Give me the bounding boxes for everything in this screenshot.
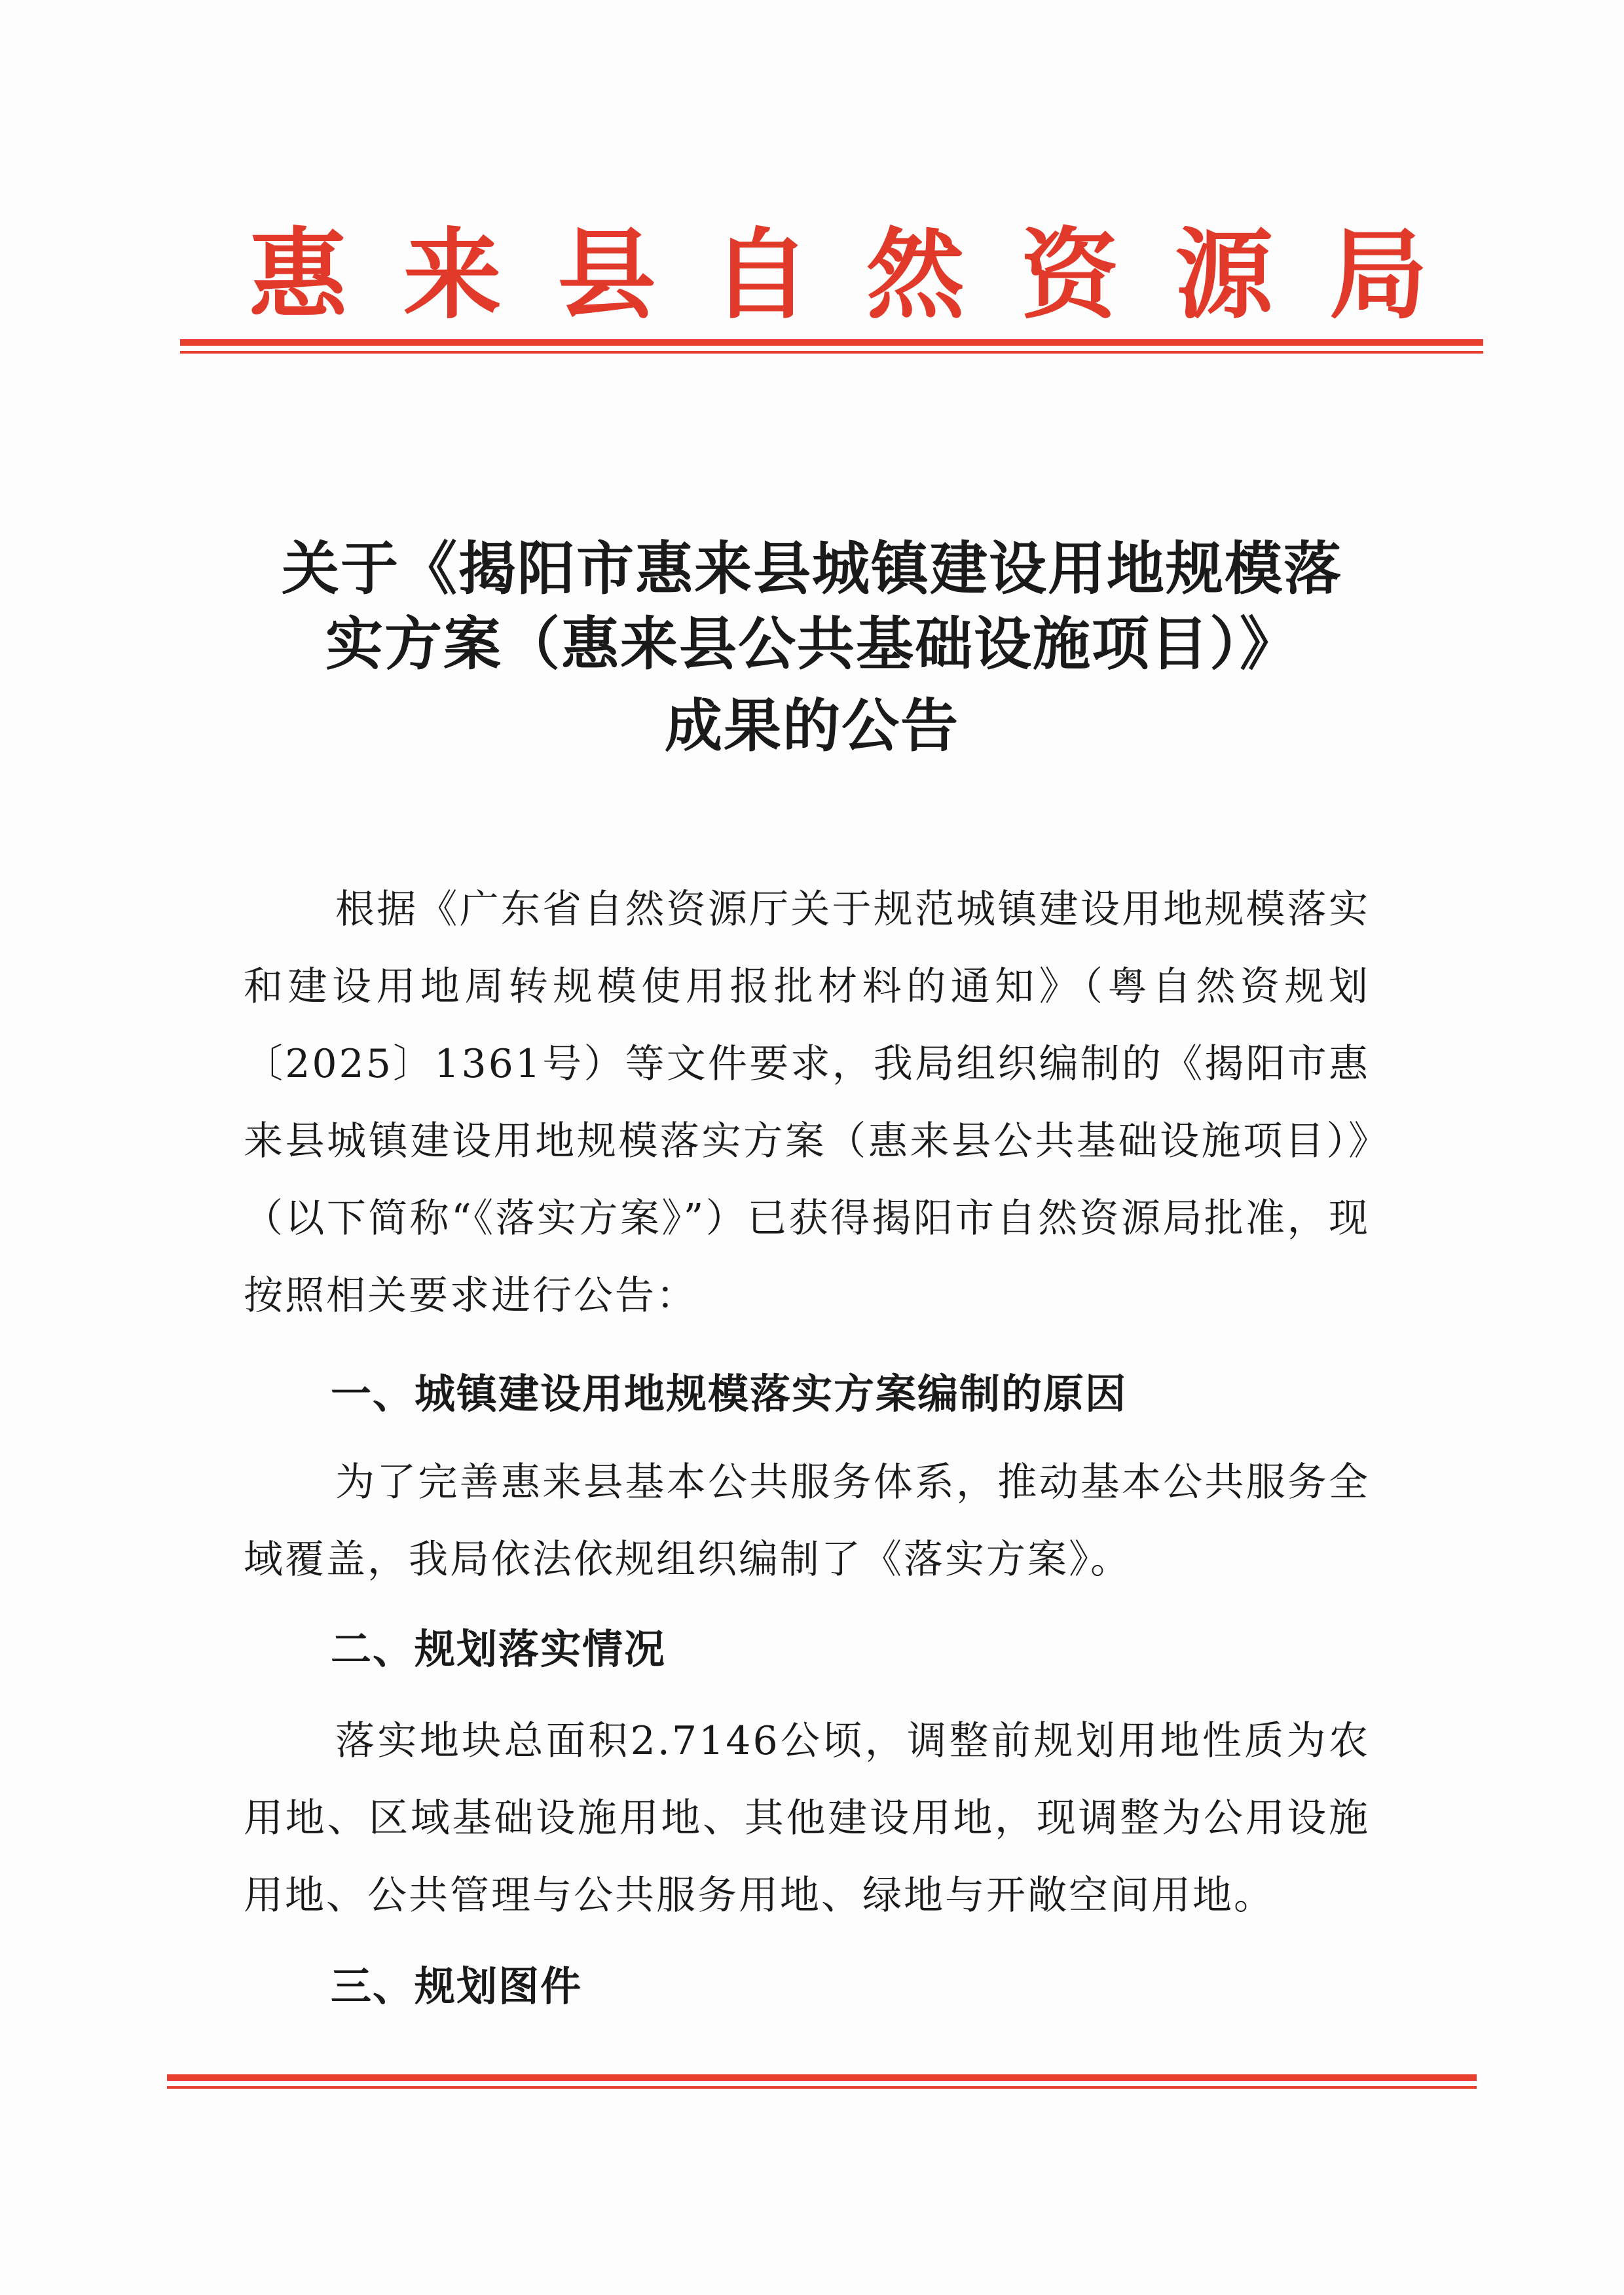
notice-title-line-2: 实方案（惠来县公共基础设施项目）》 — [325, 610, 1299, 678]
agency-masthead — [249, 216, 1428, 334]
top-rule-thick — [180, 339, 1483, 346]
section-2-heading: 二、规划落实情况 — [331, 1625, 667, 1673]
masthead-char: 然 — [866, 217, 965, 333]
masthead-char: 源 — [1175, 217, 1274, 333]
masthead-char: 自 — [712, 217, 811, 333]
section-2-text: 落实地块总面积2.7146公顷，调整前规划用地性质为农用地、区域基础设施用地、其他建设用地，现调整为公用设施用地、公共管理与公共服务用地、绿地与开敞空间用地。 — [244, 1718, 1370, 1919]
masthead-char: 资 — [1020, 217, 1119, 333]
bottom-rule-thick — [167, 2074, 1477, 2081]
top-rule-thin — [180, 351, 1483, 354]
section-1-text: 为了完善惠来县基本公共服务体系，推动基本公共服务全域覆盖，我局依法依规组织编制了《落实方案》。 — [244, 1460, 1370, 1583]
section-1-heading: 一、城镇建设用地规模落实方案编制的原因 — [331, 1370, 1128, 1418]
bottom-rule-thin — [167, 2086, 1477, 2089]
masthead-char: 惠 — [249, 217, 348, 333]
intro-paragraph: 根据《广东省自然资源厅关于规范城镇建设用地规模落实和建设用地周转规模使用报批材料的通知》（粤自然资规划〔2025〕1361号）等文件要求，我局组织编制的《揭阳市惠来县城镇建设用地规模落实方案（惠来县公共基础设施项目）》（以下简称“《落实方案》”）已获得揭阳市自然资源局批准，现按照相关要求进行公告： — [244, 887, 1370, 1319]
masthead-char: 县 — [557, 217, 656, 333]
masthead-char: 局 — [1329, 217, 1428, 333]
notice-title-line-1: 关于《揭阳市惠来县城镇建设用地规模落 — [281, 534, 1342, 602]
notice-title-line-3: 成果的公告 — [664, 691, 959, 760]
masthead-char: 来 — [403, 217, 502, 333]
section-3-heading: 三、规划图件 — [331, 1962, 583, 2010]
